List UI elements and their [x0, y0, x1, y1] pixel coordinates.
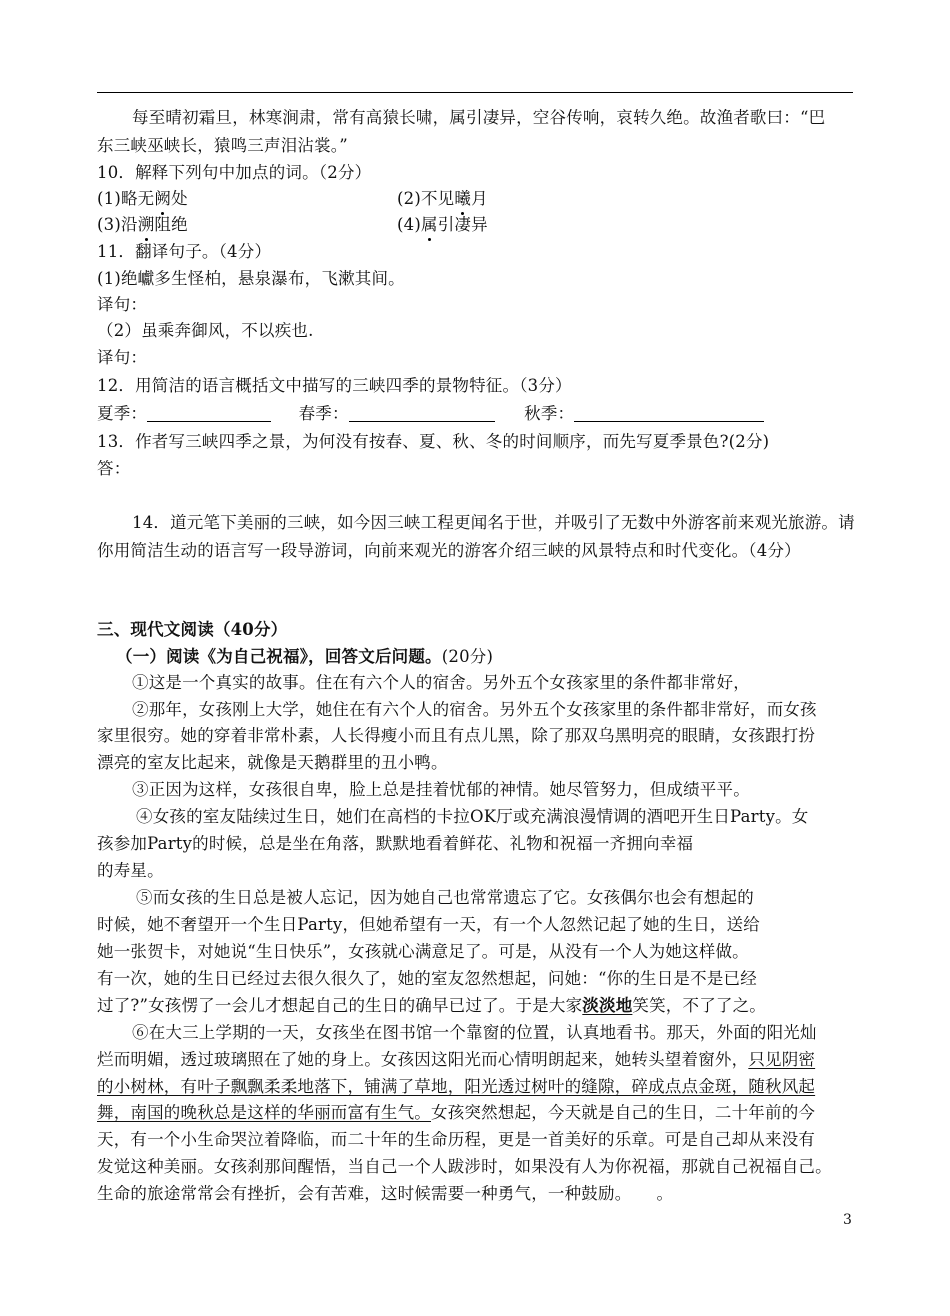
q12-answer-row: [97, 402, 764, 426]
article-line: 生命的旅途常常会有挫折，会有苦难，这时候需要一种勇气，一种鼓励。 。: [97, 1184, 674, 1203]
q10-item-2: (2)不见曦月: [397, 187, 488, 211]
article-line: 有一次，她的生日已经过去很久很久了，她的室友忽然想起，问她：“你的生日是不是已经: [97, 969, 757, 988]
q11-answer-label-1: 译句：: [97, 295, 148, 314]
autumn-label: 秋季：: [524, 404, 575, 423]
spring-blank[interactable]: [349, 403, 495, 422]
emphasized-word: 淡淡地: [582, 996, 633, 1015]
article-line: 天，有一个小生命哭泣着降临，而二十年的生命历程，更是一首美好的乐章。可是自己却从来没有: [97, 1130, 816, 1149]
header-rule: [97, 92, 853, 93]
q11-sentence-2: （2）虽乘奔御风，不以疾也.: [97, 321, 314, 340]
article-line: ⑤而女孩的生日总是被人忘记，因为她自己也常常遗忘了它。女孩偶尔也会有想起的: [136, 888, 754, 907]
article-line: ③正因为这样，女孩很自卑，脸上总是挂着忧郁的神情。她尽管努力，但成绩平平。: [132, 780, 750, 799]
article-line: 时候，她不奢望开一个生日Party，但她希望有一天，有一个人忽然记起了她的生日，送给: [97, 915, 760, 934]
summer-label: 夏季：: [97, 404, 148, 423]
question-12-stem: 12．用简洁的语言概括文中描写的三峡四季的景物特征。（3分）: [97, 376, 572, 395]
dotted-char: 阙: [154, 187, 171, 211]
article-line: 舞，南国的晚秋总是这样的华丽而富有生气。女孩突然想起，今天就是自己的生日，二十年前的今: [97, 1103, 816, 1122]
q11-answer-label-2: 译句：: [97, 348, 148, 367]
article-line: ④女孩的室友陆续过生日，她们在高档的卡拉OK厅或充满浪漫情调的酒吧开生日Party。女: [136, 807, 809, 826]
article-line: 发觉这种美丽。女孩刹那间醒悟，当自己一个人跋涉时，如果没有人为你祝福，那就自己祝福自己。: [97, 1157, 832, 1176]
article-line: 的寿星。: [97, 861, 164, 880]
passage-line: 每至晴初霜旦，林寒涧肃，常有高猿长啸，属引凄异，空谷传响，哀转久绝。故渔者歌曰：“巴: [132, 108, 826, 127]
underlined-passage: 只见阴密: [748, 1050, 816, 1069]
article-line: 她一张贺卡，对她说“生日快乐”，女孩就心满意足了。可是，从没有一个人为她这样做。: [97, 942, 749, 961]
dotted-char: 溯: [138, 213, 155, 237]
question-13-stem: 13．作者写三峡四季之景，为何没有按春、夏、秋、冬的时间顺序，而先写夏季景色?(2分): [97, 432, 770, 451]
underlined-passage: 舞，南国的晚秋总是这样的华丽而富有生气。: [97, 1103, 431, 1122]
article-line: [97, 1075, 815, 1099]
question-10-row-2: [97, 213, 488, 237]
article-line: 漂亮的室友比起来，就像是天鹅群里的丑小鸭。: [97, 753, 448, 772]
section-heading: 三、现代文阅读（40分）: [97, 620, 288, 639]
underlined-passage: 的小树林，有叶子飘飘柔柔地落下，铺满了草地，阳光透过树叶的缝隙，碎成点点金斑，随秋风起: [97, 1077, 816, 1096]
q13-answer-label: 答：: [97, 459, 131, 478]
dotted-char: 曦: [454, 187, 471, 211]
summer-blank[interactable]: [147, 403, 271, 422]
article-line: 过了?”女孩愣了一会儿才想起自己的生日的确早已过了。于是大家淡淡地笑笑，不了了之。: [97, 996, 767, 1015]
article-line: ②那年，女孩刚上大学，她住在有六个人的宿舍。另外五个女孩家里的条件都非常好，而女孩: [132, 700, 817, 719]
page-number: 3: [843, 1212, 852, 1228]
question-14-line: 你用简洁生动的语言写一段导游词，向前来观光的游客介绍三峡的风景特点和时代变化。（4分）: [97, 541, 801, 560]
article-line: ⑥在大三上学期的一天，女孩坐在图书馆一个靠窗的位置，认真地看书。那天，外面的阳光灿: [132, 1023, 817, 1042]
article-line: ①这是一个真实的故事。住在有六个人的宿舍。另外五个女孩家里的条件都非常好，: [132, 673, 750, 692]
article-line: 孩参加Party的时候，总是坐在角落，默默地看着鲜花、礼物和祝福一齐拥向幸福: [97, 834, 694, 853]
question-11-stem: 11．翻译句子。（4分）: [97, 242, 272, 261]
q10-item-4: (4)属引凄异: [397, 213, 488, 237]
question-14-line: 14．道元笔下美丽的三峡，如今因三峡工程更闻名于世，并吸引了无数中外游客前来观光旅游。请: [132, 513, 855, 532]
q10-item-3: (3)沿溯阻绝: [97, 215, 188, 234]
question-10-row-1: [97, 187, 488, 211]
article-line: 烂而明媚，透过玻璃照在了她的身上。女孩因这阳光而心情明朗起来，她转头望着窗外，只见阴密: [97, 1050, 816, 1069]
autumn-blank[interactable]: [574, 403, 764, 422]
passage-line: 东三峡巫峡长，猿鸣三声泪沾裳。”: [97, 136, 348, 155]
q11-sentence-1: (1)绝巘多生怪柏，悬泉瀑布，飞漱其间。: [97, 269, 405, 288]
question-10-stem: 10．解释下列句中加点的词。（2分）: [97, 163, 372, 182]
spring-label: 春季：: [298, 404, 349, 423]
q10-item-1: (1)略无阙处: [97, 189, 188, 208]
article-line: 家里很穷。她的穿着非常朴素，人长得瘦小而且有点儿黑，除了那双乌黑明亮的眼睛，女孩跟打扮: [97, 726, 816, 745]
subsection-heading: （一）阅读《为自己祝福》，回答文后问题。(20分): [116, 647, 494, 666]
dotted-char: 属: [421, 213, 438, 237]
